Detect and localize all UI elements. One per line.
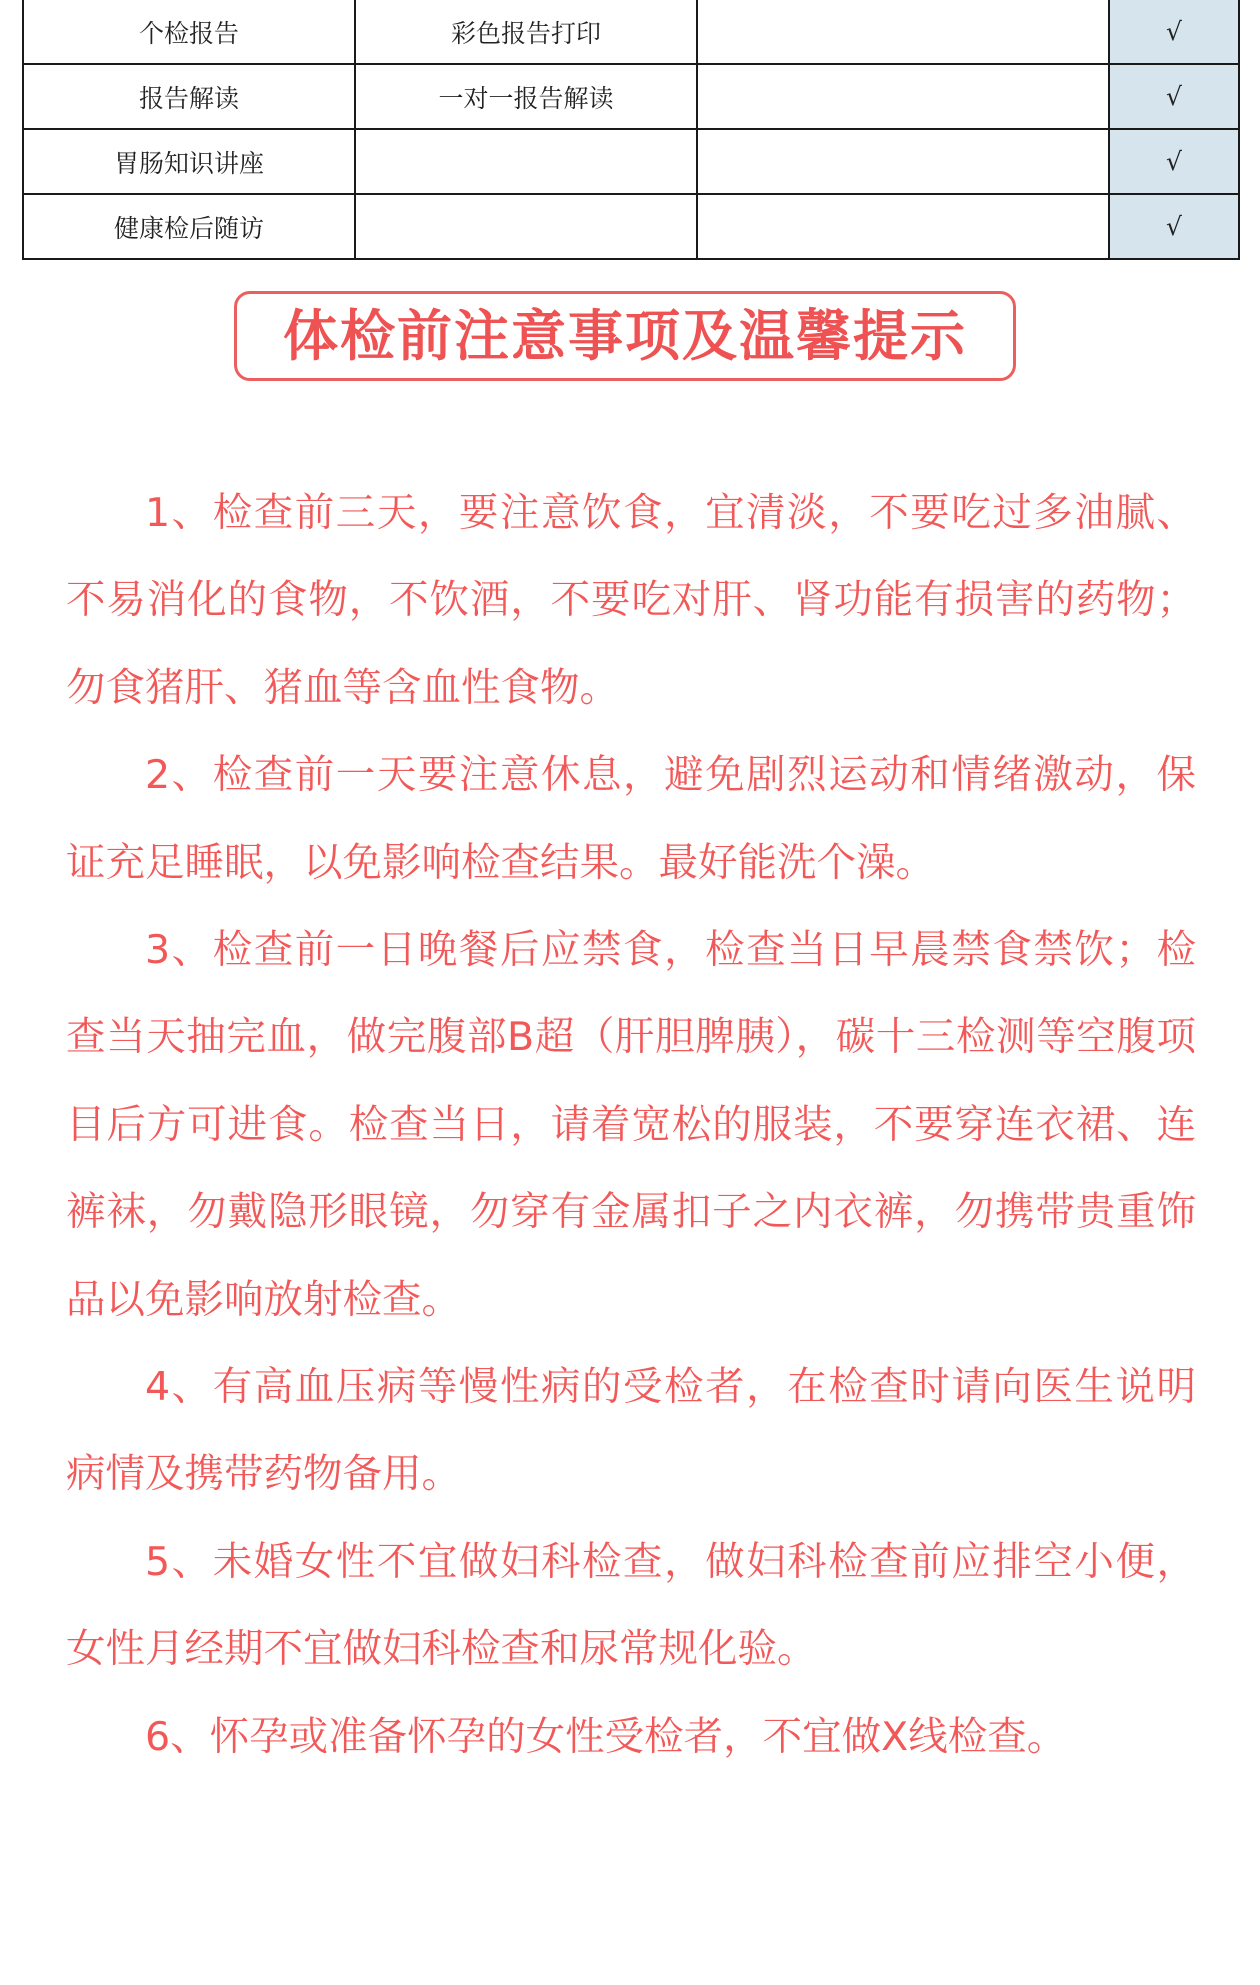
- table-row: [23, 0, 1239, 64]
- table-cell-item: 个检报告: [23, 0, 355, 64]
- notice-item: 4、有高血压病等慢性病的受检者，在检查时请向医生说明病情及携带药物备用。: [66, 1364, 1196, 1498]
- notice-item: 3、检查前一日晚餐后应禁食，检查当日早晨禁食禁饮；检查当天抽完血，做完腹部B超（肝胆脾胰），碳十三检测等空腹项目后方可进食。检查当日，请着宽松的服装，不要穿连衣裙、连裤袜，勿戴隐形眼镜，勿穿有金属扣子之内衣裤，勿携带贵重饰品以免影响放射检查。: [66, 927, 1196, 1323]
- table-cell-note: [697, 129, 1109, 194]
- service-table: [22, 0, 1240, 260]
- table-row: [23, 64, 1239, 129]
- table-cell-check: √: [1109, 64, 1239, 129]
- notice-list: [66, 470, 1196, 1781]
- table-cell-content: [355, 194, 697, 259]
- table-cell-check: √: [1109, 194, 1239, 259]
- table-cell-note: [697, 0, 1109, 64]
- table-cell-item: 胃肠知识讲座: [23, 129, 355, 194]
- table-cell-content: 彩色报告打印: [355, 0, 697, 64]
- table-row: [23, 194, 1239, 259]
- table-cell-content: [355, 129, 697, 194]
- table-cell-item: 报告解读: [23, 64, 355, 129]
- table-cell-note: [697, 194, 1109, 259]
- table-cell-note: [697, 64, 1109, 129]
- notice-title-box: [234, 291, 1016, 381]
- table-cell-check: √: [1109, 0, 1239, 64]
- table-row: [23, 129, 1239, 194]
- notice-item: 2、检查前一天要注意休息，避免剧烈运动和情绪激动，保证充足睡眠，以免影响检查结果。最好能洗个澡。: [66, 752, 1196, 886]
- notice-item: 5、未婚女性不宜做妇科检查，做妇科检查前应排空小便，女性月经期不宜做妇科检查和尿常规化验。: [66, 1538, 1196, 1673]
- notice-title: 体检前注意事项及温馨提示: [282, 303, 967, 368]
- table-cell-check: √: [1109, 129, 1239, 194]
- notice-item: 1、检查前三天，要注意饮食，宜清淡，不要吃过多油腻、不易消化的食物，不饮酒，不要吃对肝、肾功能有损害的药物；勿食猪肝、猪血等含血性食物。: [66, 490, 1196, 711]
- table-cell-item: 健康检后随访: [23, 194, 355, 259]
- notice-item: 6、怀孕或准备怀孕的女性受检者，不宜做X线检查。: [145, 1713, 1067, 1760]
- table-cell-content: 一对一报告解读: [355, 64, 697, 129]
